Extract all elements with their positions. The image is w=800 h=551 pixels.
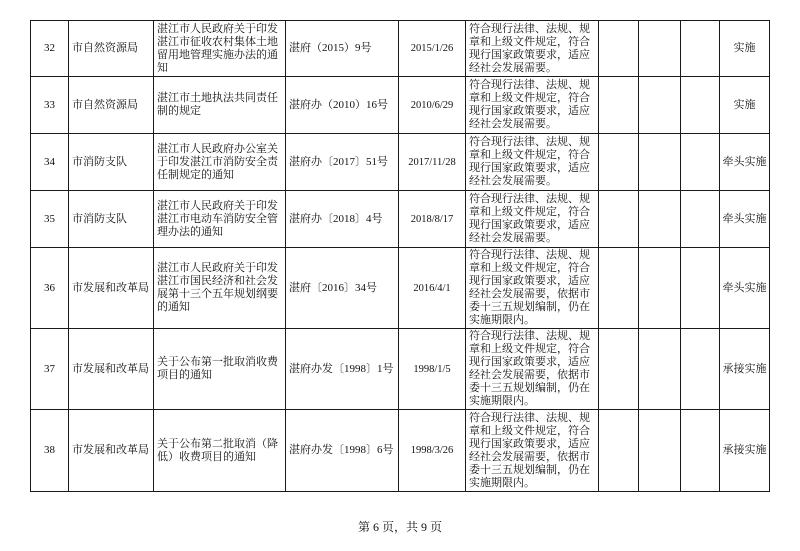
department-cell: 市自然资源局 xyxy=(69,21,154,77)
table-row xyxy=(31,329,770,410)
table-row xyxy=(31,410,770,492)
department-cell: 市消防支队 xyxy=(69,134,154,191)
date-cell: 2018/8/17 xyxy=(399,191,466,248)
row-number-cell: 32 xyxy=(31,21,69,77)
empty-cell xyxy=(639,77,681,134)
title-cell: 关于公布第二批取消（降低）收费项目的通知 xyxy=(154,410,286,492)
status-cell: 承接实施 xyxy=(720,410,770,492)
empty-cell xyxy=(639,329,681,410)
title-cell: 湛江市人民政府办公室关于印发湛江市消防安全责任制规定的通知 xyxy=(154,134,286,191)
title-cell: 关于公布第一批取消收费项目的通知 xyxy=(154,329,286,410)
empty-cell xyxy=(681,21,720,77)
empty-cell xyxy=(639,134,681,191)
status-cell: 实施 xyxy=(720,21,770,77)
department-cell: 市自然资源局 xyxy=(69,77,154,134)
table-row xyxy=(31,21,770,77)
department-cell: 市发展和改革局 xyxy=(69,248,154,329)
status-cell: 牵头实施 xyxy=(720,134,770,191)
doc-number-cell: 湛府办〔2017〕51号 xyxy=(286,134,399,191)
empty-cell xyxy=(639,248,681,329)
date-cell: 2017/11/28 xyxy=(399,134,466,191)
status-cell: 牵头实施 xyxy=(720,248,770,329)
empty-cell xyxy=(681,134,720,191)
date-cell: 1998/1/5 xyxy=(399,329,466,410)
opinion-cell: 符合现行法律、法规、规章和上级文件规定，符合现行国家政策要求，适应经社会发展需要。 xyxy=(466,77,599,134)
opinion-cell: 符合现行法律、法规、规章和上级文件规定，符合现行国家政策要求，适应经社会发展需要。 xyxy=(466,191,599,248)
empty-cell xyxy=(599,77,639,134)
empty-cell xyxy=(639,21,681,77)
empty-cell xyxy=(639,191,681,248)
row-number-cell: 36 xyxy=(31,248,69,329)
doc-number-cell: 湛府〔2016〕34号 xyxy=(286,248,399,329)
empty-cell xyxy=(599,21,639,77)
empty-cell xyxy=(599,191,639,248)
department-cell: 市发展和改革局 xyxy=(69,410,154,492)
date-cell: 2015/1/26 xyxy=(399,21,466,77)
doc-number-cell: 湛府办〔2018〕4号 xyxy=(286,191,399,248)
opinion-cell: 符合现行法律、法规、规章和上级文件规定，符合现行国家政策要求，适应经社会发展需要，依据市委十三五规划编制，仍在实施期限内。 xyxy=(466,410,599,492)
title-cell: 湛江市土地执法共同责任制的规定 xyxy=(154,77,286,134)
opinion-cell: 符合现行法律、法规、规章和上级文件规定，符合现行国家政策要求，适应经社会发展需要。 xyxy=(466,134,599,191)
opinion-cell: 符合现行法律、法规、规章和上级文件规定，符合现行国家政策要求，适应经社会发展需要，依据市委十三五规划编制，仍在实施期限内。 xyxy=(466,329,599,410)
status-cell: 承接实施 xyxy=(720,329,770,410)
empty-cell xyxy=(599,329,639,410)
department-cell: 市发展和改革局 xyxy=(69,329,154,410)
empty-cell xyxy=(681,410,720,492)
empty-cell xyxy=(599,248,639,329)
row-number-cell: 34 xyxy=(31,134,69,191)
empty-cell xyxy=(681,248,720,329)
opinion-cell: 符合现行法律、法规、规章和上级文件规定，符合现行国家政策要求，适应经社会发展需要。 xyxy=(466,21,599,77)
empty-cell xyxy=(681,191,720,248)
date-cell: 2010/6/29 xyxy=(399,77,466,134)
opinion-cell: 符合现行法律、法规、规章和上级文件规定，符合现行国家政策要求，适应经社会发展需要，依据市委十三五规划编制，仍在实施期限内。 xyxy=(466,248,599,329)
empty-cell xyxy=(681,329,720,410)
status-cell: 实施 xyxy=(720,77,770,134)
row-number-cell: 38 xyxy=(31,410,69,492)
table-row xyxy=(31,134,770,191)
empty-cell xyxy=(599,410,639,492)
status-cell: 牵头实施 xyxy=(720,191,770,248)
doc-number-cell: 湛府办发〔1998〕1号 xyxy=(286,329,399,410)
title-cell: 湛江市人民政府关于印发湛江市征收农村集体土地留用地管理实施办法的通知 xyxy=(154,21,286,77)
date-cell: 2016/4/1 xyxy=(399,248,466,329)
table-row xyxy=(31,248,770,329)
date-cell: 1998/3/26 xyxy=(399,410,466,492)
table-row xyxy=(31,191,770,248)
title-cell: 湛江市人民政府关于印发湛江市国民经济和社会发展第十三个五年规划纲要的通知 xyxy=(154,248,286,329)
doc-number-cell: 湛府办发〔1998〕6号 xyxy=(286,410,399,492)
row-number-cell: 33 xyxy=(31,77,69,134)
doc-number-cell: 湛府办（2010）16号 xyxy=(286,77,399,134)
row-number-cell: 35 xyxy=(31,191,69,248)
title-cell: 湛江市人民政府关于印发湛江市电动车消防安全管理办法的通知 xyxy=(154,191,286,248)
page-footer: 第 6 页，共 9 页 xyxy=(357,520,442,534)
empty-cell xyxy=(599,134,639,191)
table-row xyxy=(31,77,770,134)
row-number-cell: 37 xyxy=(31,329,69,410)
empty-cell xyxy=(681,77,720,134)
empty-cell xyxy=(639,410,681,492)
doc-number-cell: 湛府（2015）9号 xyxy=(286,21,399,77)
department-cell: 市消防支队 xyxy=(69,191,154,248)
regulation-review-table xyxy=(30,20,770,492)
